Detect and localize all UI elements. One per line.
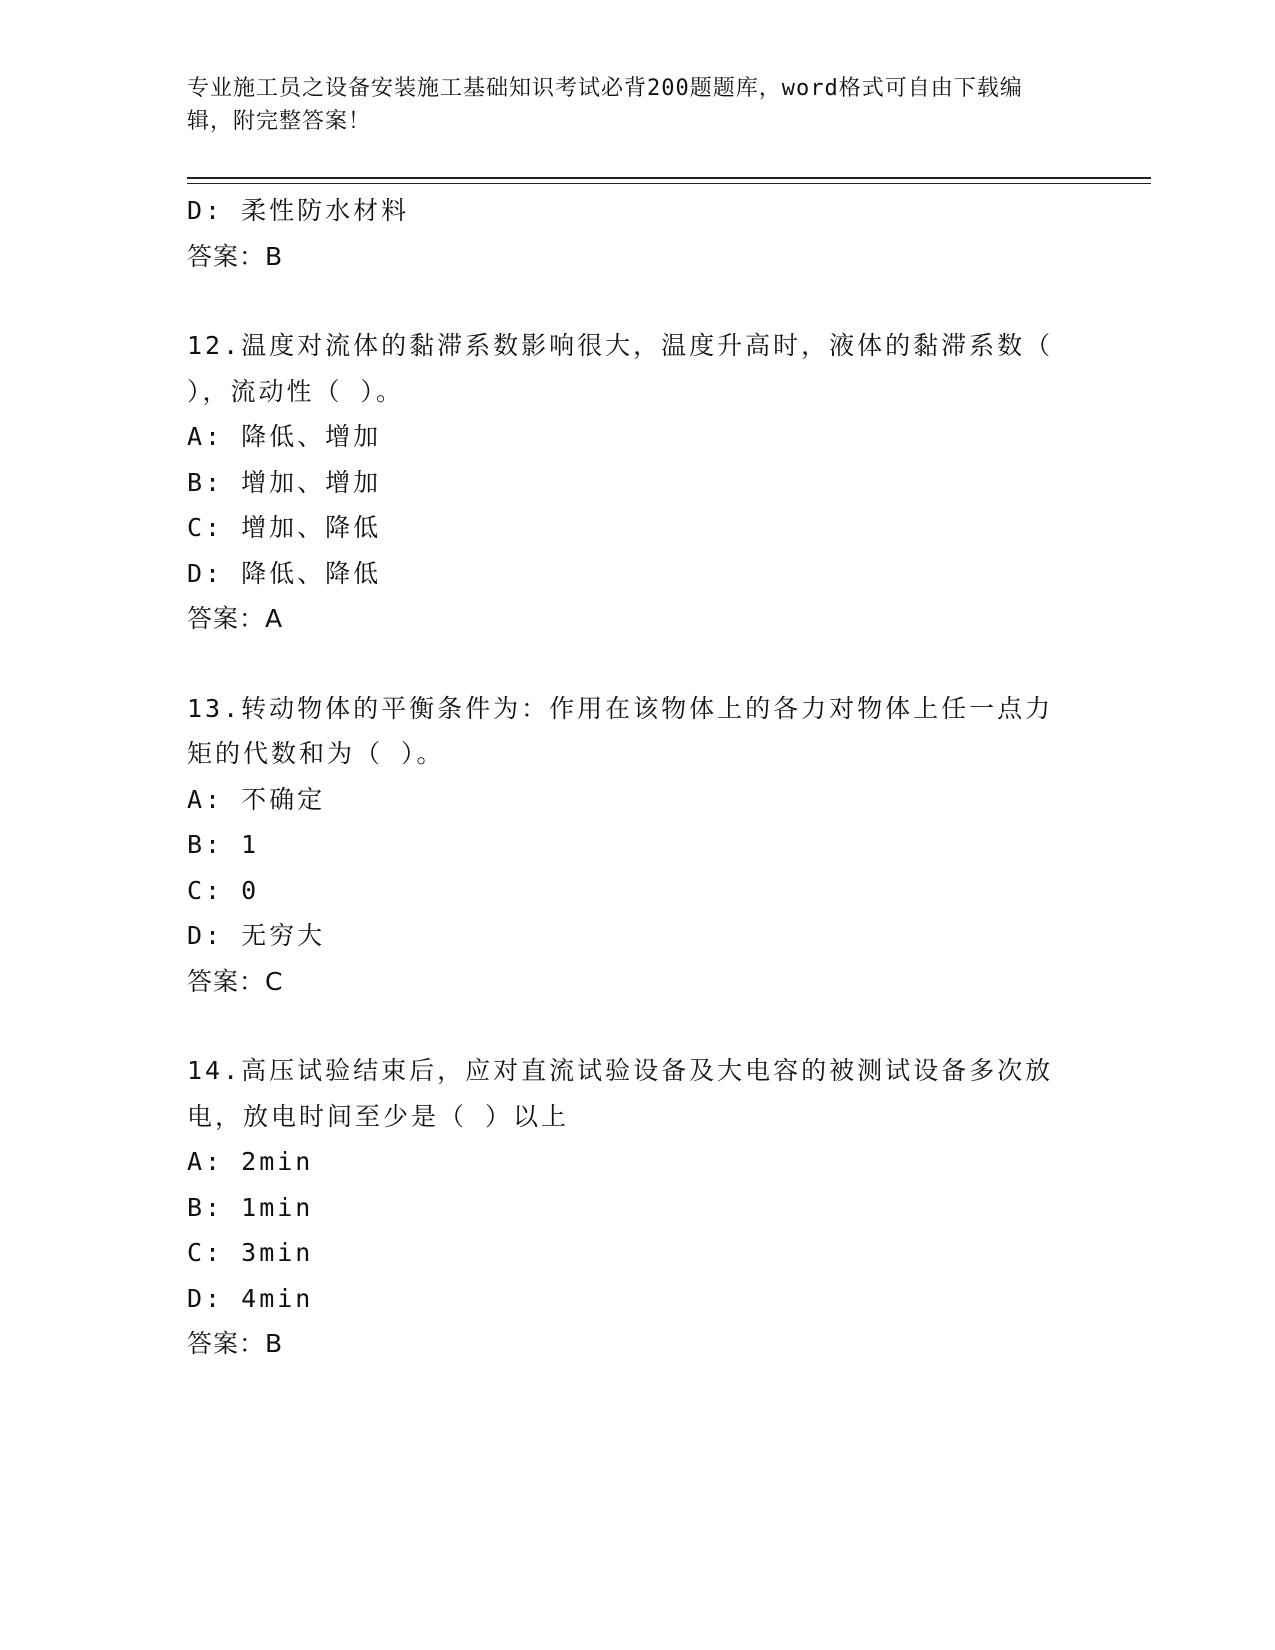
option-d: D: 4min <box>187 1283 314 1313</box>
answer-line: 答案：A <box>187 604 284 633</box>
question-text-line-1: 13.转动物体的平衡条件为：作用在该物体上的各力对物体上任一点力 <box>187 693 1054 723</box>
question-block <box>187 1048 1077 1367</box>
question-text-line-1: 14.高压试验结束后，应对直流试验设备及大电容的被测试设备多次放 <box>187 1056 1054 1085</box>
spacer <box>187 279 1077 323</box>
option-d: D: 降低、降低 <box>187 558 382 588</box>
spacer <box>187 1004 1077 1048</box>
option-c: C: 0 <box>187 875 260 905</box>
option-d: D: 柔性防水材料 <box>187 196 410 225</box>
option-b: B: 1 <box>187 830 260 859</box>
spacer <box>187 642 1077 686</box>
option-b: B: 1min <box>187 1192 314 1222</box>
answer-line: 答案：B <box>187 241 284 271</box>
document-header: 专业施工员之设备安装施工基础知识考试必背200题题库，word格式可自由下载编辑，附完整答案！ <box>187 76 1023 134</box>
question-list <box>187 188 1077 1367</box>
question-block <box>187 323 1077 642</box>
question-text-line-2: 电，放电时间至少是（ ）以上 <box>187 1101 570 1131</box>
question-text-line-2: ），流动性（ ）。 <box>187 376 405 406</box>
option-a: A: 不确定 <box>187 784 326 814</box>
option-d: D: 无穷大 <box>187 921 326 950</box>
header-divider-thick <box>187 177 1151 179</box>
answer-line: 答案：B <box>187 1329 284 1358</box>
answer-line: 答案：C <box>187 966 284 996</box>
option-c: C: 增加、降低 <box>187 513 382 542</box>
question-text-line-2: 矩的代数和为（ ）。 <box>187 739 445 768</box>
option-a: A: 降低、增加 <box>187 422 382 451</box>
question-block <box>187 686 1077 1005</box>
header-divider-thin <box>187 183 1151 184</box>
question-text-line-1: 12.温度对流体的黏滞系数影响很大，温度升高时，液体的黏滞系数（ <box>187 331 1054 360</box>
option-c: C: 3min <box>187 1238 314 1267</box>
option-b: B: 增加、增加 <box>187 467 382 497</box>
option-a: A: 2min <box>187 1147 314 1176</box>
